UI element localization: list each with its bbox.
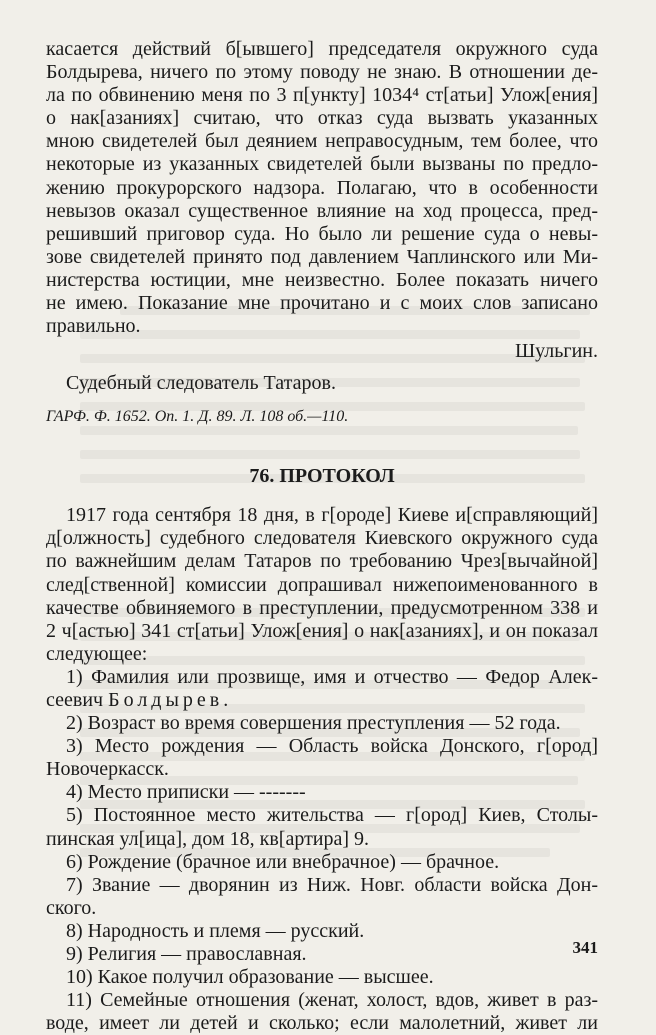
- list-item: 6) Рождение (брачное или внебрачное) — брачное.: [66, 850, 500, 873]
- list-item-continuation: ского.: [46, 896, 97, 919]
- surname: Болдырев: [108, 688, 224, 711]
- section-heading: 76. ПРОТОКОЛ: [249, 465, 395, 488]
- text-fragment: сеевич: [46, 688, 109, 711]
- text-line: по важнейшим делам Татаров по требованию Чрез[вычайной]: [46, 550, 598, 573]
- signature: Шульгин.: [514, 340, 598, 363]
- text-line: решивший приговор суда. Но было ли решение суда о невы-: [46, 222, 598, 245]
- protocol-intro: [46, 504, 598, 666]
- testimony-paragraph: [46, 38, 598, 338]
- list-item-continuation: Новочеркасск.: [46, 758, 169, 781]
- text-line: Болдырева, ничего по этому поводу не знаю. В отношении де-: [46, 61, 598, 84]
- list-item: 7) Звание — дворянин из Ниж. Новг. области войска Дон-: [66, 873, 598, 896]
- text-line: следующее:: [46, 642, 148, 665]
- list-item: 9) Религия — православная.: [66, 943, 307, 965]
- page-number: 341: [572, 938, 598, 957]
- text-line: зове свидетелей принято под давлением Чаплинского или Ми-: [46, 245, 598, 268]
- text-line: д[олжность] судебного следователя Киевского окружного суда: [46, 527, 598, 550]
- list-item: 2) Возраст во время совершения преступления — 52 года.: [66, 712, 561, 735]
- list-item-continuation: [46, 689, 598, 712]
- text-line: касается действий б[ывшего] председателя окружного суда: [46, 38, 598, 60]
- text-line: 1917 года сентября 18 дня, в г[ороде] Киеве и[справляющий]: [66, 504, 598, 527]
- text-line: жению прокурорского надзора. Полагаю, что в особенности: [46, 176, 598, 199]
- list-item: 1) Фамилия или прозвище, имя и отчество — Федор Алек-: [66, 665, 598, 688]
- text-line: некоторые из указанных свидетелей были вызваны по предло-: [46, 153, 598, 176]
- text-line: качестве обвиняемого в преступлении, предусмотренном 338 и: [46, 596, 598, 619]
- text-line: ла по обвинению меня по 3 п[ункту] 1034⁴ ст[атьи] Улож[ения]: [46, 84, 598, 107]
- investigator-line: Судебный следователь Татаров.: [66, 372, 336, 395]
- text-line: мною свидетелей был деянием неправосудным, тем более, что: [46, 130, 598, 153]
- questionnaire-list: [46, 666, 598, 1035]
- list-item: 8) Народность и племя — русский.: [66, 919, 365, 942]
- text-line: 2 ч[астью] 341 ст[атьи] Улож[ения] о нак[азаниях], и он показал: [46, 619, 598, 642]
- list-item: 5) Постоянное место жительства — г[ород] Киев, Столы-: [66, 804, 598, 827]
- list-item: 3) Место рождения — Область войска Донского, г[ород]: [66, 735, 598, 758]
- list-item-continuation: пинская ул[ица], дом 18, кв[артира] 9.: [46, 827, 370, 850]
- list-item: 11) Семейные отношения (женат, холост, вдов, живет в раз-: [66, 989, 598, 1012]
- text-line: о нак[азаниях] считаю, что отказ суда вызвать указанных: [46, 107, 598, 130]
- text-line: нистерства юстиции, мне неизвестно. Более показать ничего: [46, 268, 598, 291]
- archive-reference: ГАРФ. Ф. 1652. Оп. 1. Д. 89. Л. 108 об.—110.: [46, 408, 349, 426]
- list-item-continuation: воде, имеет ли детей и сколько; если малолетний, живет ли: [46, 1012, 598, 1035]
- text-line: невызов оказал существенное влияние на ход процесса, пред-: [46, 199, 598, 222]
- text-line: правильно.: [46, 315, 141, 338]
- list-item: 4) Место приписки — -------: [66, 781, 306, 804]
- text-line: след[ственной] комиссии допрашивал нижепоименованного в: [46, 573, 598, 596]
- text-fragment: .: [223, 688, 229, 711]
- list-item: 10) Какое получил образование — высшее.: [66, 966, 434, 989]
- text-line: не имею. Показание мне прочитано и с моих слов записано: [46, 292, 598, 315]
